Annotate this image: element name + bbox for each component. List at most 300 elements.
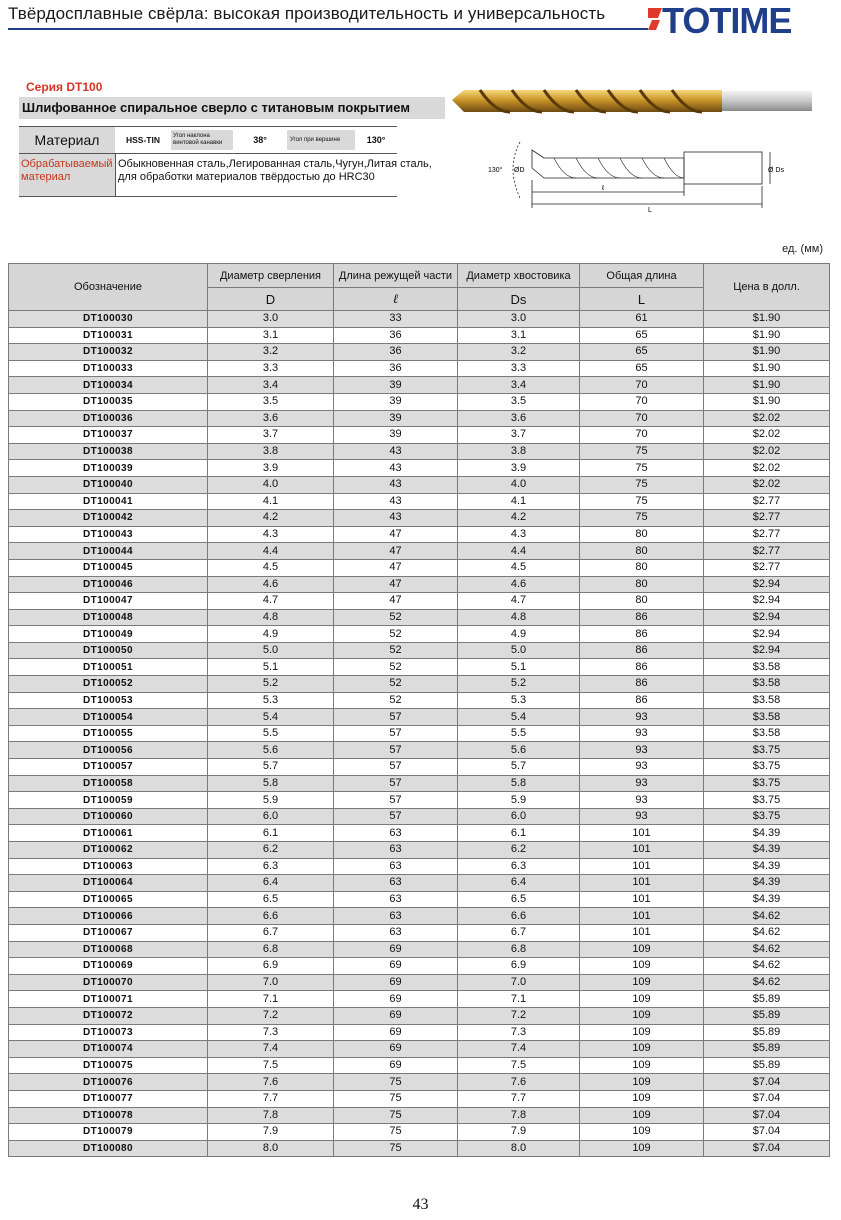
cell-price: $3.58 <box>704 676 830 693</box>
table-row <box>9 311 830 328</box>
cell-flute-length: 36 <box>334 360 458 377</box>
table-row <box>9 1090 830 1107</box>
cell-drill-diameter: 7.8 <box>208 1107 334 1124</box>
cell-shank-diameter: 3.2 <box>458 344 580 361</box>
cell-price: $3.75 <box>704 792 830 809</box>
cell-price: $2.02 <box>704 476 830 493</box>
cell-overall-length: 109 <box>580 1024 704 1041</box>
cell-overall-length: 109 <box>580 974 704 991</box>
cell-flute-length: 43 <box>334 443 458 460</box>
cell-flute-length: 36 <box>334 344 458 361</box>
cell-drill-diameter: 7.9 <box>208 1124 334 1141</box>
cell-drill-diameter: 3.3 <box>208 360 334 377</box>
cell-overall-length: 101 <box>580 891 704 908</box>
cell-code: DT100063 <box>9 858 208 875</box>
cell-flute-length: 75 <box>334 1074 458 1091</box>
table-row <box>9 1124 830 1141</box>
cell-shank-diameter: 8.0 <box>458 1140 580 1157</box>
cell-drill-diameter: 4.0 <box>208 476 334 493</box>
cell-shank-diameter: 5.0 <box>458 642 580 659</box>
header-shank-diameter: Диаметр хвостовика <box>458 264 580 288</box>
table-row <box>9 908 830 925</box>
cell-overall-length: 80 <box>580 543 704 560</box>
cell-code: DT100048 <box>9 609 208 626</box>
cell-overall-length: 93 <box>580 742 704 759</box>
cell-drill-diameter: 5.9 <box>208 792 334 809</box>
cell-shank-diameter: 3.8 <box>458 443 580 460</box>
cell-price: $4.39 <box>704 825 830 842</box>
cell-overall-length: 70 <box>580 427 704 444</box>
header-drill-diameter: Диаметр сверления <box>208 264 334 288</box>
cell-shank-diameter: 3.5 <box>458 393 580 410</box>
cell-price: $4.39 <box>704 842 830 859</box>
cell-overall-length: 101 <box>580 908 704 925</box>
cell-drill-diameter: 6.5 <box>208 891 334 908</box>
cell-overall-length: 86 <box>580 642 704 659</box>
series-name: Серия DT100 <box>26 80 103 94</box>
cell-overall-length: 101 <box>580 875 704 892</box>
helix-angle-label: Угол наклона винтовой канавки <box>171 130 233 150</box>
cell-flute-length: 36 <box>334 327 458 344</box>
drawing-angle: 130° <box>488 167 503 174</box>
cell-flute-length: 52 <box>334 692 458 709</box>
cell-code: DT100070 <box>9 974 208 991</box>
cell-price: $2.94 <box>704 576 830 593</box>
cell-shank-diameter: 4.8 <box>458 609 580 626</box>
cell-price: $2.77 <box>704 493 830 510</box>
cell-code: DT100033 <box>9 360 208 377</box>
cell-shank-diameter: 7.2 <box>458 1007 580 1024</box>
cell-code: DT100057 <box>9 759 208 776</box>
cell-code: DT100058 <box>9 775 208 792</box>
cell-code: DT100043 <box>9 526 208 543</box>
cell-price: $3.75 <box>704 759 830 776</box>
cell-price: $5.89 <box>704 1007 830 1024</box>
cell-shank-diameter: 7.9 <box>458 1124 580 1141</box>
symbol-total-length: L <box>580 288 704 311</box>
cell-flute-length: 39 <box>334 377 458 394</box>
logo-text: TOTIME <box>662 2 792 36</box>
cell-price: $2.02 <box>704 460 830 477</box>
cell-overall-length: 75 <box>580 460 704 477</box>
table-row <box>9 725 830 742</box>
cell-overall-length: 80 <box>580 593 704 610</box>
cell-price: $3.58 <box>704 659 830 676</box>
cell-overall-length: 80 <box>580 559 704 576</box>
cell-price: $4.39 <box>704 875 830 892</box>
table-row <box>9 1024 830 1041</box>
cell-drill-diameter: 6.9 <box>208 958 334 975</box>
cell-overall-length: 109 <box>580 1057 704 1074</box>
cell-price: $2.77 <box>704 526 830 543</box>
cell-drill-diameter: 7.4 <box>208 1041 334 1058</box>
drill-technical-drawing <box>484 128 784 214</box>
table-row <box>9 1057 830 1074</box>
cell-flute-length: 52 <box>334 609 458 626</box>
cell-overall-length: 101 <box>580 842 704 859</box>
cell-overall-length: 70 <box>580 410 704 427</box>
table-row <box>9 344 830 361</box>
table-row <box>9 393 830 410</box>
cell-shank-diameter: 5.2 <box>458 676 580 693</box>
cell-code: DT100064 <box>9 875 208 892</box>
cell-shank-diameter: 4.3 <box>458 526 580 543</box>
cell-code: DT100075 <box>9 1057 208 1074</box>
cell-flute-length: 63 <box>334 908 458 925</box>
table-row <box>9 775 830 792</box>
cell-flute-length: 43 <box>334 493 458 510</box>
point-angle-value: 130° <box>366 135 386 145</box>
cell-drill-diameter: 4.6 <box>208 576 334 593</box>
cell-code: DT100068 <box>9 941 208 958</box>
helix-angle-value: 38° <box>253 135 267 145</box>
cell-flute-length: 39 <box>334 393 458 410</box>
totime-logo <box>648 2 836 36</box>
cell-price: $7.04 <box>704 1074 830 1091</box>
cell-flute-length: 43 <box>334 476 458 493</box>
cell-code: DT100039 <box>9 460 208 477</box>
cell-price: $3.58 <box>704 692 830 709</box>
cell-shank-diameter: 5.4 <box>458 709 580 726</box>
cell-overall-length: 93 <box>580 709 704 726</box>
cell-code: DT100079 <box>9 1124 208 1141</box>
cell-drill-diameter: 5.0 <box>208 642 334 659</box>
cell-code: DT100040 <box>9 476 208 493</box>
table-row <box>9 858 830 875</box>
cell-shank-diameter: 5.6 <box>458 742 580 759</box>
cell-overall-length: 75 <box>580 443 704 460</box>
cell-price: $2.94 <box>704 642 830 659</box>
cell-overall-length: 109 <box>580 1107 704 1124</box>
cell-overall-length: 109 <box>580 1041 704 1058</box>
table-row <box>9 974 830 991</box>
cell-overall-length: 93 <box>580 759 704 776</box>
cell-shank-diameter: 3.9 <box>458 460 580 477</box>
table-row <box>9 825 830 842</box>
header-code: Обозначение <box>9 264 208 311</box>
cell-code: DT100062 <box>9 842 208 859</box>
cell-overall-length: 86 <box>580 626 704 643</box>
cell-code: DT100037 <box>9 427 208 444</box>
workpiece-text-line: Обыкновенная сталь,Легированная сталь,Чугун,Литая сталь, <box>118 158 432 170</box>
cell-code: DT100056 <box>9 742 208 759</box>
cell-shank-diameter: 6.3 <box>458 858 580 875</box>
table-row <box>9 360 830 377</box>
cell-drill-diameter: 6.8 <box>208 941 334 958</box>
cell-shank-diameter: 4.5 <box>458 559 580 576</box>
cell-price: $2.94 <box>704 593 830 610</box>
cell-price: $4.62 <box>704 924 830 941</box>
cell-price: $2.02 <box>704 427 830 444</box>
cell-overall-length: 109 <box>580 991 704 1008</box>
cell-shank-diameter: 4.2 <box>458 510 580 527</box>
table-row <box>9 410 830 427</box>
table-row <box>9 377 830 394</box>
cell-drill-diameter: 5.3 <box>208 692 334 709</box>
cell-code: DT100077 <box>9 1090 208 1107</box>
table-row <box>9 924 830 941</box>
cell-shank-diameter: 6.0 <box>458 808 580 825</box>
table-row <box>9 891 830 908</box>
cell-drill-diameter: 6.1 <box>208 825 334 842</box>
cell-overall-length: 86 <box>580 659 704 676</box>
cell-drill-diameter: 7.6 <box>208 1074 334 1091</box>
cell-shank-diameter: 7.3 <box>458 1024 580 1041</box>
cell-code: DT100071 <box>9 991 208 1008</box>
cell-flute-length: 57 <box>334 725 458 742</box>
cell-overall-length: 75 <box>580 493 704 510</box>
cell-flute-length: 52 <box>334 676 458 693</box>
cell-shank-diameter: 6.1 <box>458 825 580 842</box>
cell-code: DT100038 <box>9 443 208 460</box>
cell-code: DT100035 <box>9 393 208 410</box>
workpiece-text-line: для обработки материалов твёрдостью до HRC30 <box>118 171 375 183</box>
cell-shank-diameter: 4.9 <box>458 626 580 643</box>
cell-drill-diameter: 5.6 <box>208 742 334 759</box>
cell-price: $7.04 <box>704 1090 830 1107</box>
cell-overall-length: 109 <box>580 958 704 975</box>
cell-drill-diameter: 3.7 <box>208 427 334 444</box>
cell-overall-length: 93 <box>580 725 704 742</box>
cell-overall-length: 65 <box>580 360 704 377</box>
divider <box>115 154 116 196</box>
cell-flute-length: 69 <box>334 974 458 991</box>
drill-photo <box>450 86 815 116</box>
cell-drill-diameter: 6.2 <box>208 842 334 859</box>
cell-drill-diameter: 5.7 <box>208 759 334 776</box>
cell-flute-length: 69 <box>334 1057 458 1074</box>
cell-price: $1.90 <box>704 360 830 377</box>
cell-overall-length: 93 <box>580 808 704 825</box>
table-row <box>9 460 830 477</box>
cell-drill-diameter: 7.1 <box>208 991 334 1008</box>
cell-flute-length: 43 <box>334 460 458 477</box>
cell-shank-diameter: 7.5 <box>458 1057 580 1074</box>
cell-price: $4.62 <box>704 974 830 991</box>
cell-drill-diameter: 3.9 <box>208 460 334 477</box>
table-row <box>9 593 830 610</box>
cell-drill-diameter: 3.5 <box>208 393 334 410</box>
cell-code: DT100067 <box>9 924 208 941</box>
cell-shank-diameter: 7.6 <box>458 1074 580 1091</box>
cell-flute-length: 43 <box>334 510 458 527</box>
cell-code: DT100042 <box>9 510 208 527</box>
cell-drill-diameter: 3.0 <box>208 311 334 328</box>
cell-flute-length: 75 <box>334 1090 458 1107</box>
table-row <box>9 676 830 693</box>
cell-price: $3.58 <box>704 725 830 742</box>
cell-price: $3.75 <box>704 775 830 792</box>
cell-drill-diameter: 7.2 <box>208 1007 334 1024</box>
table-row <box>9 709 830 726</box>
cell-drill-diameter: 3.1 <box>208 327 334 344</box>
cell-overall-length: 101 <box>580 825 704 842</box>
table-row <box>9 1041 830 1058</box>
cell-flute-length: 63 <box>334 875 458 892</box>
cell-code: DT100051 <box>9 659 208 676</box>
cell-shank-diameter: 6.4 <box>458 875 580 892</box>
cell-code: DT100069 <box>9 958 208 975</box>
table-row <box>9 526 830 543</box>
cell-flute-length: 39 <box>334 410 458 427</box>
table-row <box>9 543 830 560</box>
cell-code: DT100049 <box>9 626 208 643</box>
cell-flute-length: 69 <box>334 941 458 958</box>
header-price: Цена в долл. <box>704 264 830 311</box>
cell-code: DT100046 <box>9 576 208 593</box>
workpiece-row <box>19 154 432 196</box>
cell-code: DT100073 <box>9 1024 208 1041</box>
cell-flute-length: 33 <box>334 311 458 328</box>
cell-code: DT100080 <box>9 1140 208 1157</box>
cell-flute-length: 69 <box>334 1007 458 1024</box>
cell-overall-length: 101 <box>580 858 704 875</box>
cell-flute-length: 75 <box>334 1140 458 1157</box>
cell-flute-length: 63 <box>334 891 458 908</box>
cell-overall-length: 109 <box>580 1074 704 1091</box>
cell-drill-diameter: 5.1 <box>208 659 334 676</box>
cell-flute-length: 57 <box>334 759 458 776</box>
table-row <box>9 842 830 859</box>
cell-overall-length: 61 <box>580 311 704 328</box>
cell-flute-length: 47 <box>334 559 458 576</box>
cell-flute-length: 52 <box>334 659 458 676</box>
cell-flute-length: 69 <box>334 991 458 1008</box>
table-body <box>9 311 830 1157</box>
cell-drill-diameter: 4.9 <box>208 626 334 643</box>
table-row <box>9 1007 830 1024</box>
cell-price: $2.94 <box>704 609 830 626</box>
drawing-flute-label: ℓ <box>602 185 605 192</box>
cell-overall-length: 70 <box>580 377 704 394</box>
cell-shank-diameter: 6.5 <box>458 891 580 908</box>
cell-flute-length: 57 <box>334 775 458 792</box>
header-underline <box>8 28 648 30</box>
cell-drill-diameter: 4.3 <box>208 526 334 543</box>
cell-flute-length: 57 <box>334 792 458 809</box>
table-row <box>9 1140 830 1157</box>
cell-price: $2.94 <box>704 626 830 643</box>
cell-flute-length: 47 <box>334 593 458 610</box>
cell-code: DT100047 <box>9 593 208 610</box>
material-value: HSS-TIN <box>126 135 160 145</box>
cell-shank-diameter: 5.1 <box>458 659 580 676</box>
cell-price: $3.58 <box>704 709 830 726</box>
workpiece-text <box>118 158 498 184</box>
cell-price: $7.04 <box>704 1140 830 1157</box>
cell-flute-length: 69 <box>334 1024 458 1041</box>
symbol-ds: Ds <box>458 288 580 311</box>
cell-price: $2.77 <box>704 543 830 560</box>
cell-drill-diameter: 4.2 <box>208 510 334 527</box>
cell-code: DT100055 <box>9 725 208 742</box>
cell-flute-length: 57 <box>334 709 458 726</box>
table-row <box>9 875 830 892</box>
cell-shank-diameter: 7.0 <box>458 974 580 991</box>
cell-flute-length: 63 <box>334 842 458 859</box>
cell-code: DT100065 <box>9 891 208 908</box>
cell-shank-diameter: 7.1 <box>458 991 580 1008</box>
cell-shank-diameter: 6.2 <box>458 842 580 859</box>
drawing-ds-label: Ø Ds <box>768 167 784 174</box>
table-row <box>9 559 830 576</box>
cell-drill-diameter: 6.7 <box>208 924 334 941</box>
cell-drill-diameter: 8.0 <box>208 1140 334 1157</box>
symbol-flute-length: ℓ <box>334 288 458 311</box>
cell-code: DT100052 <box>9 676 208 693</box>
cell-shank-diameter: 3.7 <box>458 427 580 444</box>
cell-price: $1.90 <box>704 377 830 394</box>
cell-code: DT100041 <box>9 493 208 510</box>
table-row <box>9 808 830 825</box>
cell-code: DT100053 <box>9 692 208 709</box>
cell-drill-diameter: 4.4 <box>208 543 334 560</box>
cell-shank-diameter: 7.8 <box>458 1107 580 1124</box>
cell-overall-length: 109 <box>580 1140 704 1157</box>
cell-price: $2.02 <box>704 410 830 427</box>
cell-drill-diameter: 4.1 <box>208 493 334 510</box>
symbol-d: D <box>208 288 334 311</box>
cell-code: DT100050 <box>9 642 208 659</box>
cell-overall-length: 93 <box>580 775 704 792</box>
cell-flute-length: 52 <box>334 626 458 643</box>
cell-flute-length: 52 <box>334 642 458 659</box>
cell-code: DT100031 <box>9 327 208 344</box>
cell-flute-length: 63 <box>334 825 458 842</box>
drawing-length-label: L <box>648 207 652 214</box>
table-row <box>9 692 830 709</box>
cell-overall-length: 109 <box>580 1007 704 1024</box>
cell-shank-diameter: 5.7 <box>458 759 580 776</box>
cell-code: DT100078 <box>9 1107 208 1124</box>
table-row <box>9 427 830 444</box>
cell-price: $2.02 <box>704 443 830 460</box>
cell-shank-diameter: 4.6 <box>458 576 580 593</box>
header-flute-length: Длина режущей части <box>334 264 458 288</box>
cell-drill-diameter: 3.4 <box>208 377 334 394</box>
cell-price: $1.90 <box>704 393 830 410</box>
page-header-title: Твёрдосплавные свёрла: высокая производительность и универсальность <box>8 4 606 23</box>
cell-price: $1.90 <box>704 327 830 344</box>
drawing-d-label: ØD <box>514 167 525 174</box>
cell-price: $4.39 <box>704 891 830 908</box>
cell-price: $7.04 <box>704 1107 830 1124</box>
table-row <box>9 493 830 510</box>
table-row <box>9 958 830 975</box>
cell-overall-length: 75 <box>580 510 704 527</box>
cell-overall-length: 86 <box>580 609 704 626</box>
cell-overall-length: 75 <box>580 476 704 493</box>
table-row <box>9 1074 830 1091</box>
table-row <box>9 991 830 1008</box>
product-table <box>8 263 830 1157</box>
table-row <box>9 742 830 759</box>
cell-flute-length: 57 <box>334 742 458 759</box>
table-row <box>9 626 830 643</box>
page-number: 43 <box>412 1196 429 1213</box>
cell-price: $1.90 <box>704 344 830 361</box>
cell-drill-diameter: 5.4 <box>208 709 334 726</box>
cell-drill-diameter: 5.8 <box>208 775 334 792</box>
table-row <box>9 576 830 593</box>
cell-flute-length: 63 <box>334 924 458 941</box>
cell-flute-length: 63 <box>334 858 458 875</box>
cell-code: DT100034 <box>9 377 208 394</box>
cell-shank-diameter: 3.4 <box>458 377 580 394</box>
cell-flute-length: 39 <box>334 427 458 444</box>
cell-overall-length: 86 <box>580 692 704 709</box>
cell-overall-length: 101 <box>580 924 704 941</box>
